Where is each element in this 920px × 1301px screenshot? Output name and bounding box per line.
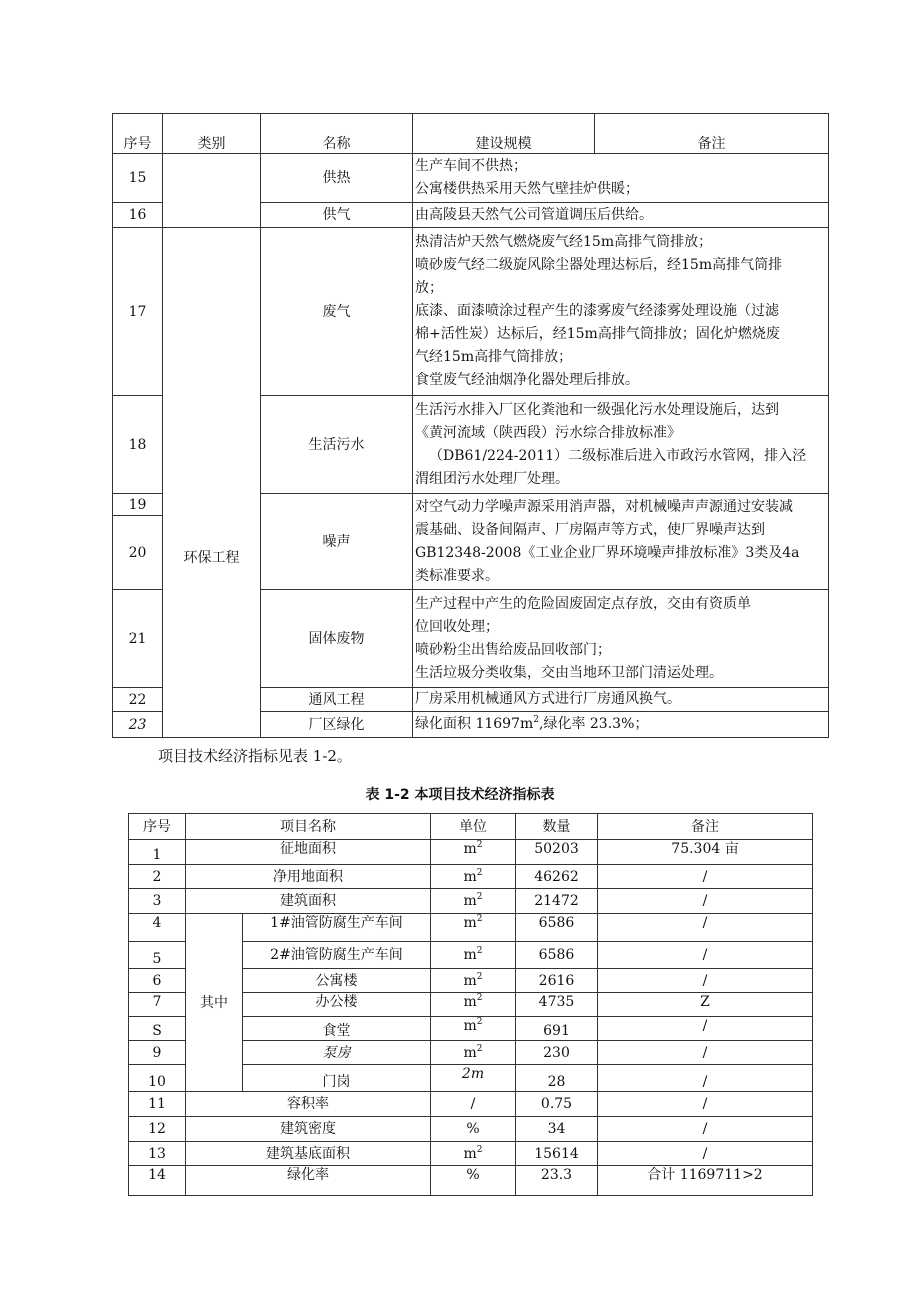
scale-line: （DB61/224-2011）二级标准后进入市政污水管网，排入泾 [429,447,807,464]
category-cell: 环保工程 [163,228,261,738]
scale-line: 棉+活性炭）达标后，经15m高排气筒排放；固化炉燃烧废 [415,326,780,342]
group-label: 其中 [186,914,243,1092]
table-row [113,228,829,396]
item-name: 绿化率 [186,1166,431,1196]
unit-cell [431,865,516,889]
intro-paragraph: 项目技术经济指标见表 1-2。 [158,747,352,765]
item-name: 厂区绿化 [261,712,413,738]
quantity-cell: 6586 [516,942,598,969]
row-number: 23 [113,712,163,738]
superscript: 2 [476,971,483,982]
scale-line: 气经15m高排气筒排放； [415,349,573,365]
item-name: 供热 [261,154,413,203]
note-cell: / [598,1142,813,1166]
header-cell: 备注 [595,114,829,154]
item-name: 生活污水 [261,396,413,494]
header-cell: 单位 [431,814,516,840]
row-number: 17 [113,228,163,396]
row-number: 10 [129,1065,186,1092]
unit-text: m [463,841,477,857]
scale-line: 食堂废气经油烟净化器处理后排放。 [415,372,639,388]
note-cell: Z [598,993,813,1017]
table-row [129,1166,813,1196]
unit-text: m [463,893,477,909]
superscript: 2 [476,993,483,1003]
quantity-cell: 21472 [516,889,598,914]
table-row [129,889,813,914]
row-number: 14 [129,1166,186,1196]
note-cell: / [598,865,813,889]
note-cell: / [598,1092,813,1117]
row-number: 4 [129,914,186,942]
scale-line: 热清洁炉天然气燃烧废气经15m高排气筒排放； [415,234,713,250]
note-cell: 75.304 亩 [598,840,813,865]
scale-line: 生活污水排入厂区化粪池和一级强化污水处理设施后，达到 [415,401,779,418]
scale-line: 《黄河流域（陕西段）污水综合排放标准》 [415,424,681,441]
category-cell-empty [163,154,261,228]
item-name: 公寓楼 [243,969,431,993]
quantity-cell: 0.75 [516,1092,598,1117]
unit-text: m [463,972,477,989]
quantity-cell: 23.3 [516,1166,598,1196]
row-number: 20 [113,516,163,590]
item-name: 门岗 [243,1065,431,1092]
unit-text: m [463,1044,477,1061]
unit-cell [431,914,516,942]
row-number: 2 [129,865,186,889]
scale-line: 生产过程中产生的危险固废固定点存放，交由有资质单 [415,595,751,612]
table-header-row [113,114,829,154]
item-name: 泵房 [243,1041,431,1065]
item-name: 建筑面积 [186,889,431,914]
row-number: 22 [113,688,163,712]
note-cell: / [598,1065,813,1092]
item-scale [413,154,829,203]
row-number: 13 [129,1142,186,1166]
quantity-cell: 691 [516,1017,598,1041]
header-cell: 类别 [163,114,261,154]
item-scale [413,228,829,396]
unit-cell [431,942,516,969]
item-name: 办公楼 [243,993,431,1017]
scale-line: 喷砂粉尘出售给废品回收部门； [415,641,611,658]
quantity-cell: 50203 [516,840,598,865]
unit-text: m [463,915,477,931]
quantity-cell: 4735 [516,993,598,1017]
unit-text: m [463,868,477,885]
scale-line: 生活垃圾分类收集，交由当地环卫部门清运处理。 [415,664,723,681]
greening-rate-text: ,绿化率 23.3%； [539,716,649,732]
item-scale [413,494,829,590]
item-name: 食堂 [243,1017,431,1041]
greening-area-text: 绿化面积 11697m [415,716,534,732]
unit-text: m [463,1018,477,1034]
unit-cell [431,889,516,914]
item-name: 净用地面积 [186,865,431,889]
unit-text: m [463,947,477,963]
header-cell: 序号 [113,114,163,154]
superscript: 2 [476,914,483,924]
header-cell: 项目名称 [186,814,431,840]
item-name: 供气 [261,203,413,228]
unit-cell [431,1041,516,1065]
row-number: 21 [113,590,163,688]
superscript: 2 [476,1017,483,1027]
note-cell: 合计 1169711>2 [598,1166,813,1196]
item-scale [413,590,829,688]
economic-indicators-table [128,813,813,1196]
table-row [113,154,829,203]
item-scale [413,396,829,494]
item-name: 1#油管防腐生产车间 [243,914,431,942]
scale-line: 类标准要求。 [415,567,499,584]
row-number: 12 [129,1117,186,1142]
item-scale [413,203,829,228]
superscript: 2 [476,840,483,850]
table-row [129,865,813,889]
unit-cell [431,1142,516,1166]
header-cell: 备注 [598,814,813,840]
table-row [129,1117,813,1142]
unit-cell [431,969,516,993]
item-name: 噪声 [261,494,413,590]
unit-cell [431,840,516,865]
unit-text: m [463,994,477,1010]
superscript: 2 [533,715,539,725]
note-cell: / [598,1041,813,1065]
row-number: 3 [129,889,186,914]
quantity-cell: 34 [516,1117,598,1142]
superscript: 2 [476,1043,483,1054]
scale-line: 喷砂废气经二级旋风除尘器处理达标后，经15m高排气筒排 [415,257,783,273]
quantity-cell: 6586 [516,914,598,942]
row-number: S [129,1017,186,1041]
note-cell: / [598,914,813,942]
item-name: 2#油管防腐生产车间 [243,942,431,969]
item-name: 征地面积 [186,840,431,865]
row-number: 9 [129,1041,186,1065]
superscript: 2 [476,892,483,902]
item-name: 固体废物 [261,590,413,688]
scale-line: 位回收处理； [415,618,499,635]
unit-cell: / [431,1092,516,1117]
item-name: 容积率 [186,1092,431,1117]
unit-text: m [463,1145,477,1162]
table-row [129,1142,813,1166]
note-cell: / [598,889,813,914]
quantity-cell: 230 [516,1041,598,1065]
scale-line: 底漆、面漆喷涂过程产生的漆雾废气经漆雾处理设施（过滤 [415,303,779,319]
superscript: 2 [476,946,483,956]
row-number: 11 [129,1092,186,1117]
quantity-cell: 2616 [516,969,598,993]
item-scale [413,712,829,738]
row-number: 7 [129,993,186,1017]
item-name: 通风工程 [261,688,413,712]
row-number: 1 [129,840,186,865]
quantity-cell: 46262 [516,865,598,889]
row-number: 6 [129,969,186,993]
unit-cell: 2m [431,1065,516,1092]
header-cell: 建设规模 [413,114,595,154]
scale-line: 生产车间不供热； [415,158,527,174]
note-cell: / [598,1017,813,1041]
scale-line: 渭组团污水处理厂处理。 [415,470,569,487]
row-number: 15 [113,154,163,203]
row-number: 18 [113,396,163,494]
note-cell: / [598,969,813,993]
scale-line: 震基础、设备间隔声、厂房隔声等方式，使厂界噪声达到 [415,521,765,538]
table-row [129,1092,813,1117]
scale-line: 放； [415,280,443,296]
note-cell: / [598,942,813,969]
quantity-cell: 28 [516,1065,598,1092]
quantity-cell: 15614 [516,1142,598,1166]
superscript: 2 [476,1144,483,1155]
unit-cell [431,1017,516,1041]
item-name: 废气 [261,228,413,396]
item-name: 建筑基底面积 [186,1142,431,1166]
scale-line: 对空气动力学噪声源采用消声器，对机械噪声声源通过安装减 [415,498,793,515]
item-name: 建筑密度 [186,1117,431,1142]
header-cell: 数量 [516,814,598,840]
row-number: 5 [129,942,186,969]
table-header-row [129,814,813,840]
row-number: 16 [113,203,163,228]
table-caption: 表 1-2 本项目技术经济指标表 [365,787,555,803]
scale-line: 厂房采用机械通风方式进行厂房通风换气。 [415,691,681,707]
scale-line: 公寓楼供热采用天然气壁挂炉供暖； [415,181,639,197]
item-scale [413,688,829,712]
unit-cell: % [431,1117,516,1142]
unit-cell [431,993,516,1017]
note-cell: / [598,1117,813,1142]
scale-line: GB12348-2008《工业企业厂界环境噪声排放标准》3类及4a [415,544,800,561]
header-cell: 序号 [129,814,186,840]
unit-cell: % [431,1166,516,1196]
header-cell: 名称 [261,114,413,154]
row-number: 19 [113,494,163,516]
construction-table [112,113,829,738]
table-row [129,914,813,942]
superscript: 2 [476,867,483,878]
table-row [129,840,813,865]
scale-line: 由高陵县天然气公司管道调压后供给。 [415,206,653,223]
